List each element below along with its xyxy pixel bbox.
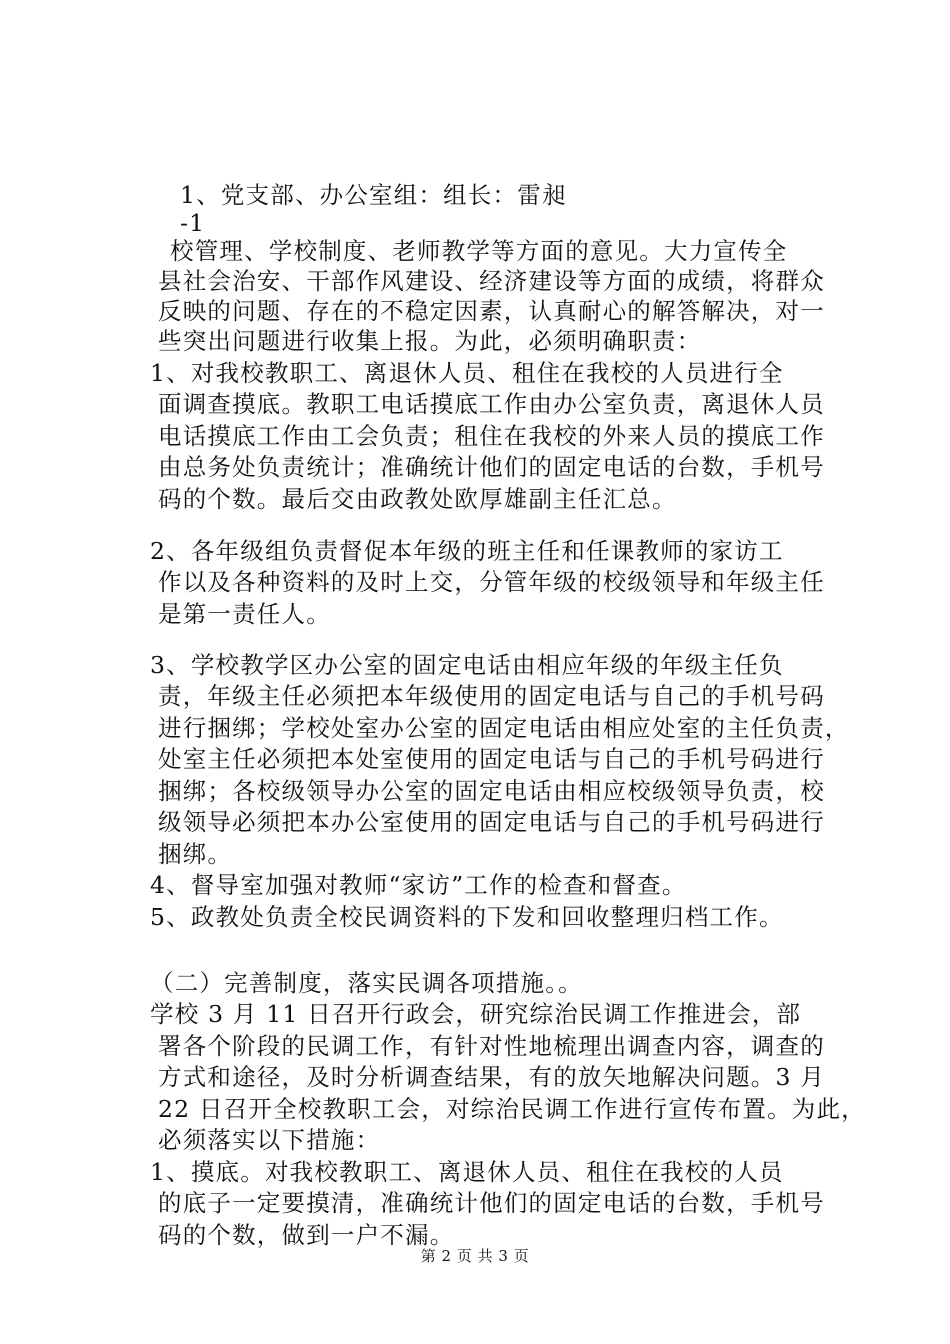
text-line: 的底子一定要摸清，准确统计他们的固定电话的台数，手机号 (158, 1189, 825, 1217)
text-line: 4、督导室加强对教师“家访”工作的检查和督查。 (150, 871, 687, 899)
text-line: 1、摸底。对我校教职工、离退休人员、租住在我校的人员 (150, 1158, 784, 1186)
text-line: 是第一责任人。 (158, 600, 331, 628)
text-line: 由总务处负责统计；准确统计他们的固定电话的台数，手机号 (158, 453, 825, 481)
text-line: 署各个阶段的民调工作，有针对性地梳理出调查内容，调查的 (158, 1032, 825, 1060)
text-line: 2、各年级组负责督促本年级的班主任和任课教师的家访工 (150, 537, 784, 565)
text-line: 反映的问题、存在的不稳定因素，认真耐心的解答解决，对一 (158, 297, 825, 325)
text-line: （二）完善制度，落实民调各项措施。。 (150, 969, 583, 997)
text-line: 5、政教处负责全校民调资料的下发和回收整理归档工作。 (150, 903, 784, 931)
text-line: 县社会治安、干部作风建设、经济建设等方面的成绩，将群众 (158, 267, 825, 295)
text-line: 作以及各种资料的及时上交，分管年级的校级领导和年级主任 (158, 568, 825, 596)
text-line: 1、党支部、办公室组：组长：雷昶 (180, 181, 567, 209)
text-line: 捆绑。 (158, 840, 233, 868)
text-line: 码的个数，做到一户不漏。 (158, 1221, 455, 1249)
text-line: 学校 3 月 11 日召开行政会，研究综治民调工作推进会，部 (150, 1000, 802, 1028)
page-footer: 第 2 页 共 3 页 (420, 1247, 530, 1265)
text-line: 1、对我校教职工、离退休人员、租住在我校的人员进行全 (150, 359, 784, 387)
text-line: 处室主任必须把本处室使用的固定电话与自己的手机号码进行 (158, 745, 825, 773)
text-line: 方式和途径，及时分析调查结果，有的放矢地解决问题。3 月 (158, 1063, 826, 1091)
text-line: 些突出问题进行收集上报。为此，必须明确职责： (158, 327, 702, 355)
text-line: 3、学校教学区办公室的固定电话由相应年级的年级主任负 (150, 651, 784, 679)
text-line: 级领导必须把本办公室使用的固定电话与自己的手机号码进行 (158, 808, 825, 836)
text-line: 码的个数。最后交由政教处欧厚雄副主任汇总。 (158, 485, 677, 513)
text-line: 面调查摸底。教职工电话摸底工作由办公室负责，离退休人员 (158, 390, 825, 418)
text-line: 必须落实以下措施： (158, 1126, 381, 1154)
text-line: 22 日召开全校教职工会，对综治民调工作进行宣传布置。为此， (158, 1095, 866, 1123)
text-line: 进行捆绑；学校处室办公室的固定电话由相应处室的主任负责， (158, 714, 850, 742)
text-line: 电话摸底工作由工会负责；租住在我校的外来人员的摸底工作 (158, 422, 825, 450)
text-line: 校管理、学校制度、老师教学等方面的意见。大力宣传全 (170, 237, 788, 265)
text-line: -1 (180, 209, 206, 237)
text-line: 责，年级主任必须把本年级使用的固定电话与自己的手机号码 (158, 682, 825, 710)
text-line: 捆绑；各校级领导办公室的固定电话由相应校级领导负责，校 (158, 777, 825, 805)
